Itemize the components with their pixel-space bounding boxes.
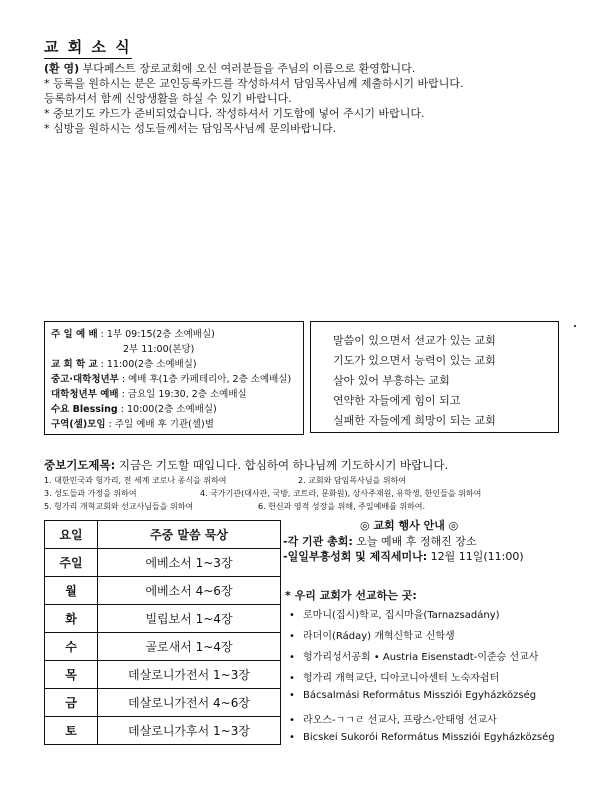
schedule-row: 주 일 예 배 : 1부 09:15(2층 소예배실)	[51, 329, 215, 340]
day-cell: 목	[45, 661, 98, 689]
reading-cell: 데살로니가전서 4~6장	[98, 689, 281, 717]
mission-item: • Bácsalmási Református Missziói Egyházközség	[289, 690, 537, 701]
motto-line: 실패한 자들에게 희망이 되는 교회	[333, 414, 496, 427]
welcome-line	[44, 60, 415, 76]
motto-line: 연약한 자들에게 힘이 되고	[333, 394, 461, 407]
schedule-box	[44, 321, 304, 435]
schedule-row: 2부 11:00(본당)	[123, 344, 195, 355]
prayer-item: 6. 헌신과 영적 성장을 위해, 주일예배를 위하여.	[258, 502, 426, 511]
table-row	[45, 549, 281, 577]
mission-item: • Bicskei Sukorói Református Missziói Egyházközség	[289, 732, 555, 743]
event-line: -각 기관 총회: 오늘 예배 후 정해진 장소	[283, 535, 477, 548]
schedule-row: 중고·대학청년부 : 예배 후(1층 카페테리아, 2층 소예배실)	[51, 374, 292, 385]
prayer-item: 2. 교회와 담임목사님을 위하여	[298, 476, 406, 485]
reading-cell: 골로새서 1~4장	[98, 633, 281, 661]
schedule-row: 대학청년부 예배 : 금요일 19:30, 2층 소예배실	[51, 389, 247, 400]
motto-box	[310, 321, 559, 433]
events-title: ◎ 교회 행사 안내 ◎	[360, 519, 459, 532]
table-row	[45, 605, 281, 633]
notice-item: * 중보기도 카드가 준비되었습니다. 작성하셔서 기도함에 넣어 주시기 바랍니다.	[44, 107, 425, 120]
welcome-text: 부다페스트 장로교회에 오신 여러분들을 주님의 이름으로 환영합니다.	[79, 62, 416, 75]
reading-cell: 데살로니가후서 1~3장	[98, 717, 281, 745]
mission-item: • 로마니(집시)학교, 집시마을(Tarnazsadány)	[289, 610, 500, 621]
motto-line: 기도가 있으면서 능력이 있는 교회	[333, 354, 496, 367]
day-cell: 금	[45, 689, 98, 717]
prayer-title: 중보기도제목: 지금은 기도할 때입니다. 합심하여 하나님께 기도하시기 바랍니다.	[44, 458, 449, 472]
table-header: 요일	[45, 521, 98, 549]
reading-cell: 빌립보서 1~4장	[98, 605, 281, 633]
notice-item: * 심방을 원하시는 성도들께서는 담임목사님께 문의바랍니다.	[44, 122, 337, 135]
table-header: 주중 말씀 묵상	[98, 521, 281, 549]
table-row	[45, 633, 281, 661]
prayer-item: 3. 성도들과 가정을 위하여	[44, 489, 137, 498]
page-title: 교 회 소 식	[44, 36, 132, 59]
schedule-row: 교 회 학 교 : 11:00(2층 소예배실)	[51, 359, 197, 370]
missions-title: * 우리 교회가 선교하는 곳:	[285, 589, 417, 602]
reading-table	[44, 520, 281, 745]
mission-item: • 라더이(Ráday) 개혁신학교 신학생	[289, 631, 455, 642]
mission-item: • 라오스-ㄱㄱㄹ 선교사, 프랑스-안태영 선교사	[289, 715, 497, 726]
day-cell: 월	[45, 577, 98, 605]
prayer-item: 5. 헝가리 개혁교회와 선교사님들을 위하여	[44, 502, 194, 511]
motto-line: 말씀이 있으면서 선교가 있는 교회	[333, 334, 496, 347]
notice-item: * 등록을 원하시는 분은 교인등록카드를 작성하셔서 담임목사님께 제출하시기 바랍니다.	[44, 77, 464, 90]
table-row	[45, 661, 281, 689]
motto-line: 살아 있어 부흥하는 교회	[333, 374, 450, 387]
schedule-row: 구역(셀)모임 : 주일 예배 후 기관(셀)별	[51, 419, 214, 430]
reading-cell: 에베소서 1~3장	[98, 549, 281, 577]
day-cell: 토	[45, 717, 98, 745]
day-cell: 주일	[45, 549, 98, 577]
notice-item: 등록하셔서 함께 신앙생활을 하실 수 있기 바랍니다.	[44, 92, 292, 105]
prayer-item: 1. 대한민국과 헝가리, 전 세계 코로나 종식을 위하여	[44, 476, 227, 485]
day-cell: 수	[45, 633, 98, 661]
prayer-item: 4. 국가기관(대사관, 국방, 코트라, 문화원), 상사주재원, 유학생, 한인들을 위하여	[200, 489, 482, 498]
table-row	[45, 689, 281, 717]
reading-cell: 에베소서 4~6장	[98, 577, 281, 605]
event-line: -일일부흥성회 및 제직세미나: 12월 11일(11:00)	[283, 550, 524, 563]
reading-cell: 데살로니가전서 1~3장	[98, 661, 281, 689]
mission-item: • 헝가리성서공회 • Austria Eisenstadt-이준승 선교사	[289, 652, 539, 663]
welcome-label: (환 영)	[44, 62, 80, 75]
day-cell: 화	[45, 605, 98, 633]
stray-dot	[574, 325, 576, 327]
table-header-row	[45, 521, 281, 549]
mission-item: • 헝가리 개혁교단, 디아코니아센터 노숙자쉼터	[289, 673, 500, 684]
table-row	[45, 577, 281, 605]
schedule-row: 수요 Blessing : 10:00(2층 소예배실)	[51, 404, 217, 415]
table-row	[45, 717, 281, 745]
